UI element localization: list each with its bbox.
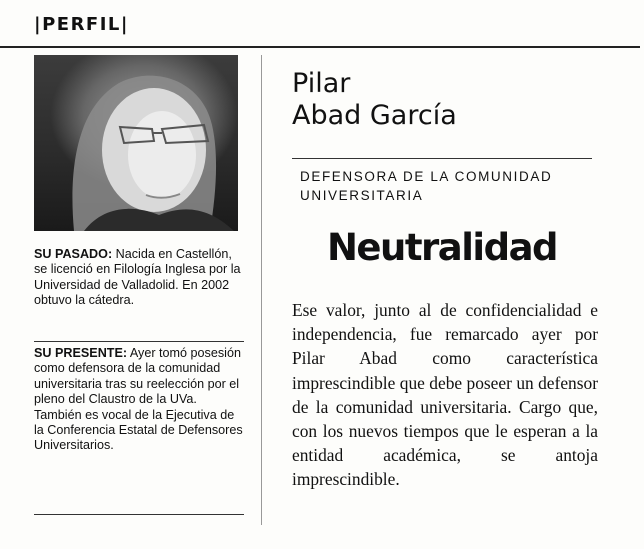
su-presente-body: Ayer tomó posesión como defensora de la comunidad universitaria tras su reelección por el pleno del Claustro de la UVa. También es vocal de la Ejecutiva de la Conferencia Estatal de Defensores Universitarios. — [34, 346, 243, 453]
role-line-1: DEFENSORA DE LA COMUNIDAD — [300, 169, 553, 184]
su-pasado-body: Nacida en Castellón, se licenció en Filología Inglesa por la Universidad de Valladolid. En 2002 obtuvo la cátedra. — [34, 247, 241, 308]
name-line-2: Abad García — [292, 100, 457, 131]
role-title — [300, 167, 590, 205]
section-label: |PERFIL| — [34, 14, 129, 35]
name-line-1: Pilar — [292, 68, 351, 99]
role-rule — [292, 158, 592, 159]
person-name — [292, 68, 457, 132]
role-line-2: UNIVERSITARIA — [300, 188, 424, 203]
headline: Neutralidad — [326, 226, 558, 269]
article-body: Ese valor, junto al de confidencialidad e independencia, fue remarcado ayer por Pilar Abad como característica imprescindible que debe poseer un defensor de la comunidad universitaria. Cargo que, con los nuevos tiempos que le esperan a la entidad académica, se antoja imprescindible. — [292, 300, 598, 490]
column-divider — [261, 55, 262, 525]
su-pasado-text — [34, 247, 244, 309]
portrait-figure — [34, 55, 238, 231]
portrait-photo — [34, 55, 238, 231]
pasado-divider — [34, 341, 244, 342]
su-presente-text — [34, 346, 244, 454]
su-pasado-label: SU PASADO: — [34, 247, 113, 261]
top-rule — [0, 46, 640, 48]
presente-divider — [34, 514, 244, 515]
su-presente-label: SU PRESENTE: — [34, 346, 128, 360]
